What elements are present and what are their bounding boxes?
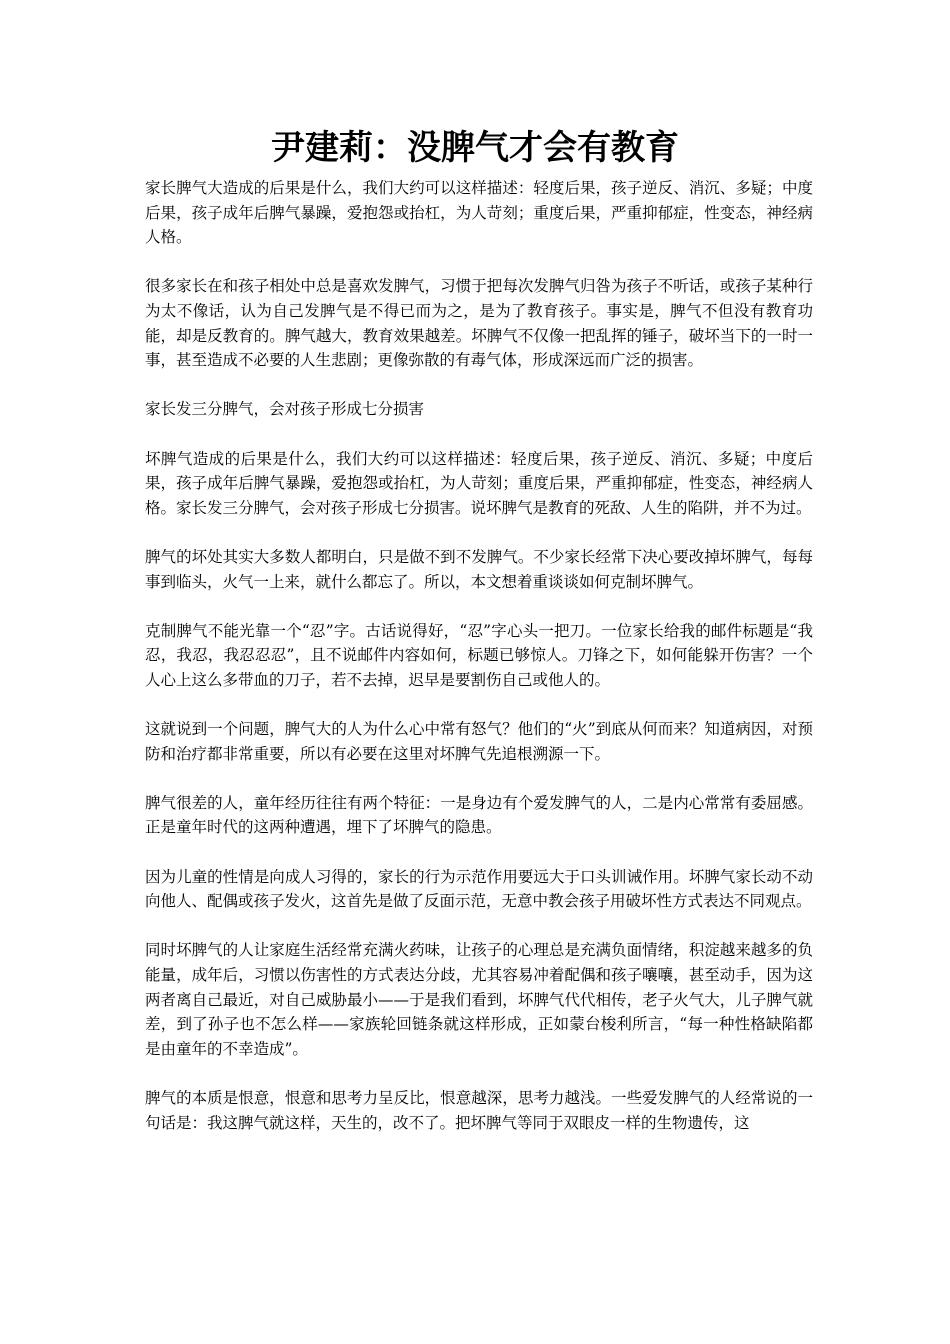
- paragraph: 脾气的坏处其实大多数人都明白，只是做不到不发脾气。不少家长经常下决心要改掉坏脾气，每每事到临头，火气一上来，就什么都忘了。所以，本文想着重谈谈如何克制坏脾气。: [145, 547, 813, 591]
- paragraph: 坏脾气造成的后果是什么，我们大约可以这样描述：轻度后果，孩子逆反、消沉、多疑；中度后果，孩子成年后脾气暴躁，爱抱怨或抬杠，为人苛刻；重度后果，严重抑郁症，性变态，神经病人格。家长发三分脾气，会对孩子形成七分损害。说坏脾气是教育的死敌、人生的陷阱，并不为过。: [145, 449, 813, 517]
- paragraph: 克制脾气不能光靠一个“忍”字。古话说得好，“忍”字心头一把刀。一位家长给我的邮件标题是“我忍，我忍，我忍忍忍”，且不说邮件内容如何，标题已够惊人。刀锋之下，如何能躲开伤害？一个人心上这么多带血的刀子，若不去掉，迟早是要割伤自己或他人的。: [145, 621, 813, 689]
- paragraph: 这就说到一个问题，脾气大的人为什么心中常有怒气？他们的“火”到底从何而来？知道病因，对预防和治疗都非常重要，所以有必要在这里对坏脾气先追根溯源一下。: [145, 720, 813, 763]
- paragraph: 脾气很差的人，童年经历往往有两个特征：一是身边有个爱发脾气的人，二是内心常常有委屈感。正是童年时代的这两种遭遇，埋下了坏脾气的隐患。: [145, 793, 813, 837]
- paragraph: 脾气的本质是恨意，恨意和思考力呈反比，恨意越深，思考力越浅。一些爱发脾气的人经常说的一句话是：我这脾气就这样，天生的，改不了。把坏脾气等同于双眼皮一样的生物遗传，这: [145, 1088, 813, 1132]
- document-body: [145, 176, 813, 1160]
- paragraph: 很多家长在和孩子相处中总是喜欢发脾气，习惯于把每次发脾气归咎为孩子不听话，或孩子某种行为太不像话，认为自己发脾气是不得已而为之，是为了教育孩子。事实是，脾气不但没有教育功能，却是反教育的。脾气越大，教育效果越差。坏脾气不仅像一把乱挥的锤子，破坏当下的一时一事，甚至造成不必要的人生悲剧；更像弥散的有毒气体，形成深远而广泛的损害。: [145, 277, 813, 370]
- paragraph: 同时坏脾气的人让家庭生活经常充满火药味，让孩子的心理总是充满负面情绪，积淀越来越多的负能量，成年后，习惯以伤害性的方式表达分歧，尤其容易冲着配偶和孩子嚷嚷，甚至动手，因为这两者离自己最近，对自己威胁最小——于是我们看到，坏脾气代代相传，老子火气大，儿子脾气就差，到了孙子也不怎么样——家族轮回链条就这样形成，正如蒙台梭利所言，“每一种性格缺陷都是由童年的不幸造成”。: [145, 941, 813, 1058]
- document-title: 尹建莉：没脾气才会有教育: [271, 128, 679, 168]
- paragraph: 家长脾气大造成的后果是什么，我们大约可以这样描述：轻度后果，孩子逆反、消沉、多疑；中度后果，孩子成年后脾气暴躁，爱抱怨或抬杠，为人苛刻；重度后果，严重抑郁症，性变态，神经病人格。: [145, 179, 813, 247]
- paragraph: 因为儿童的性情是向成人习得的，家长的行为示范作用要远大于口头训诫作用。坏脾气家长动不动向他人、配偶或孩子发火，这首先是做了反面示范，无意中教会孩子用破坏性方式表达不同观点。: [145, 867, 813, 911]
- section-heading: 家长发三分脾气，会对孩子形成七分损害: [145, 400, 425, 419]
